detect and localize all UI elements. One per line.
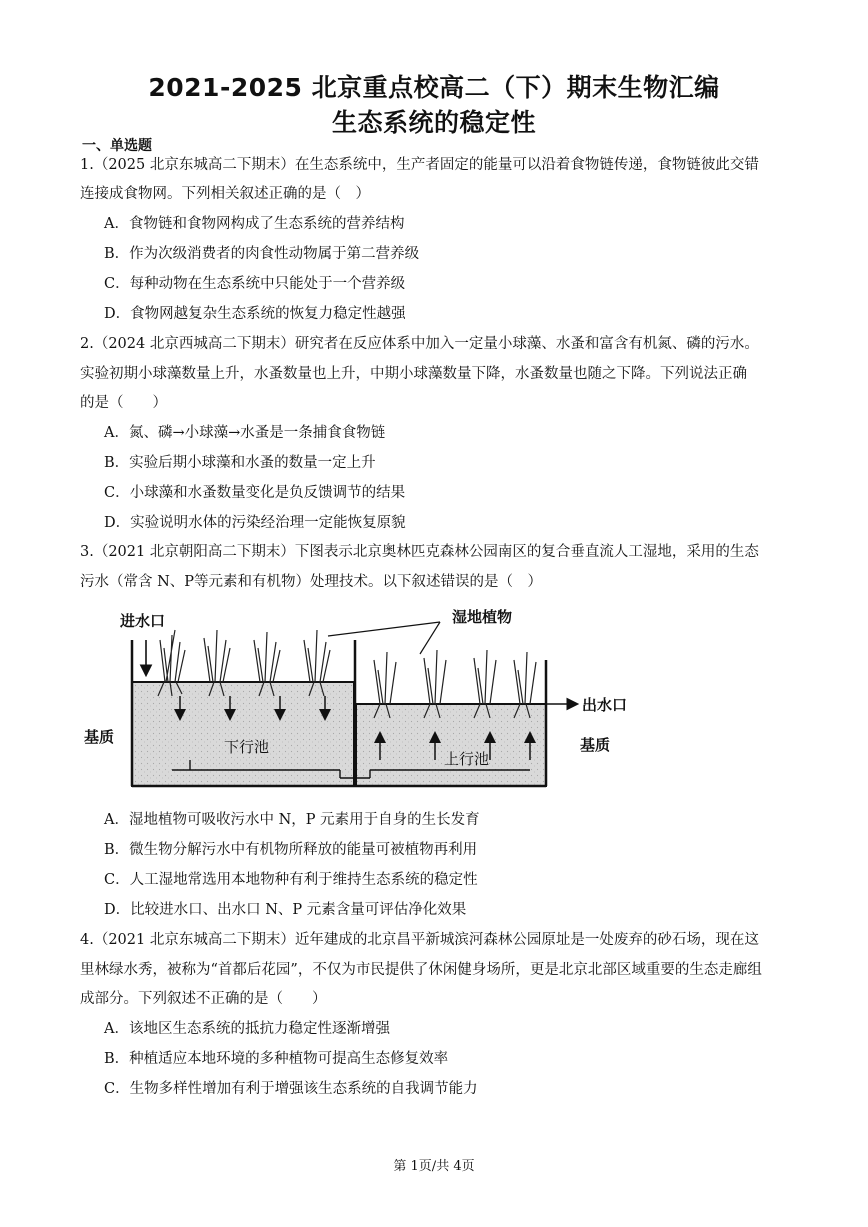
question-4-stem-line-3: 成部分。下列叙述不正确的是（ ） [80, 991, 327, 1007]
question-1-option-b: B．作为次级消费者的肉食性动物属于第二营养级 [104, 246, 420, 262]
question-3-option-a: A．湿地植物可吸收污水中 N，P 元素用于自身的生长发育 [104, 812, 480, 828]
page-title: 2021-2025 北京重点校高二（下）期末生物汇编 [148, 73, 720, 102]
question-2-option-a: A．氮、磷→小球藻→水蚤是一条捕食食物链 [104, 425, 386, 441]
up-pool-label: 上行池 [444, 750, 490, 768]
section-heading: 一、单选题 [82, 138, 152, 154]
question-2-stem-line-1: 2.（2024 北京西城高二下期末）研究者在反应体系中加入一定量小球藻、水蚤和富含有机氮、磷的污水。 [80, 336, 759, 352]
question-2-option-b: B．实验后期小球藻和水蚤的数量一定上升 [104, 455, 376, 471]
substrate-right-label: 基质 [580, 736, 611, 754]
question-4-option-b: B．种植适应本地环境的多种植物可提高生态修复效率 [104, 1051, 449, 1067]
wetland-diagram [80, 600, 640, 800]
question-1-option-d: D．食物网越复杂生态系统的恢复力稳定性越强 [104, 306, 406, 322]
down-pool-label: 下行池 [224, 738, 270, 756]
substrate-left-label: 基质 [84, 728, 115, 746]
question-1-stem-line-2: 连接成食物网。下列相关叙述正确的是（ ） [80, 186, 370, 202]
plants-label: 湿地植物 [452, 608, 513, 626]
question-2-option-d: D．实验说明水体的污染经治理一定能恢复原貌 [104, 515, 406, 531]
question-1-stem-line-1: 1.（2025 北京东城高二下期末）在生态系统中，生产者固定的能量可以沿着食物链传递，食物链彼此交错 [80, 157, 759, 173]
question-3-stem-line-1: 3.（2021 北京朝阳高二下期末）下图表示北京奥林匹克森林公园南区的复合垂直流人工湿地，采用的生态 [80, 544, 759, 560]
question-3-option-d: D．比较进水口、出水口 N、P 元素含量可评估净化效果 [104, 902, 467, 918]
question-4-option-c: C．生物多样性增加有利于增强该生态系统的自我调节能力 [104, 1081, 478, 1097]
question-4-option-a: A．该地区生态系统的抵抗力稳定性逐渐增强 [104, 1021, 390, 1037]
page-footer: 第 1页/共 4页 [393, 1159, 475, 1174]
question-1-option-c: C．每种动物在生态系统中只能处于一个营养级 [104, 276, 406, 292]
question-3-option-b: B．微生物分解污水中有机物所释放的能量可被植物再利用 [104, 842, 478, 858]
question-2-stem-line-2: 实验初期小球藻数量上升，水蚤数量也上升，中期小球藻数量下降，水蚤数量也随之下降。下列说法正确 [80, 366, 747, 382]
question-2-option-c: C．小球藻和水蚤数量变化是负反馈调节的结果 [104, 485, 406, 501]
question-4-stem-line-1: 4.（2021 北京东城高二下期末）近年建成的北京昌平新城滨河森林公园原址是一处废弃的砂石场，现在这 [80, 932, 759, 948]
page-subtitle: 生态系统的稳定性 [331, 108, 536, 137]
up-pool-substrate [356, 704, 546, 786]
question-4-stem-line-2: 里林绿水秀，被称为“首都后花园”，不仅为市民提供了休闲健身场所，更是北京北部区域重要的生态走廊组 [80, 962, 762, 978]
outlet-label: 出水口 [582, 696, 628, 714]
question-3-option-c: C．人工湿地常选用本地物种有利于维持生态系统的稳定性 [104, 872, 478, 888]
question-1-option-a: A．食物链和食物网构成了生态系统的营养结构 [104, 216, 405, 232]
question-2-stem-line-3: 的是（ ） [80, 395, 167, 411]
question-3-stem-line-2: 污水（常含 N、P等元素和有机物）处理技术。以下叙述错误的是（ ） [80, 574, 543, 590]
inlet-label: 进水口 [120, 612, 166, 630]
